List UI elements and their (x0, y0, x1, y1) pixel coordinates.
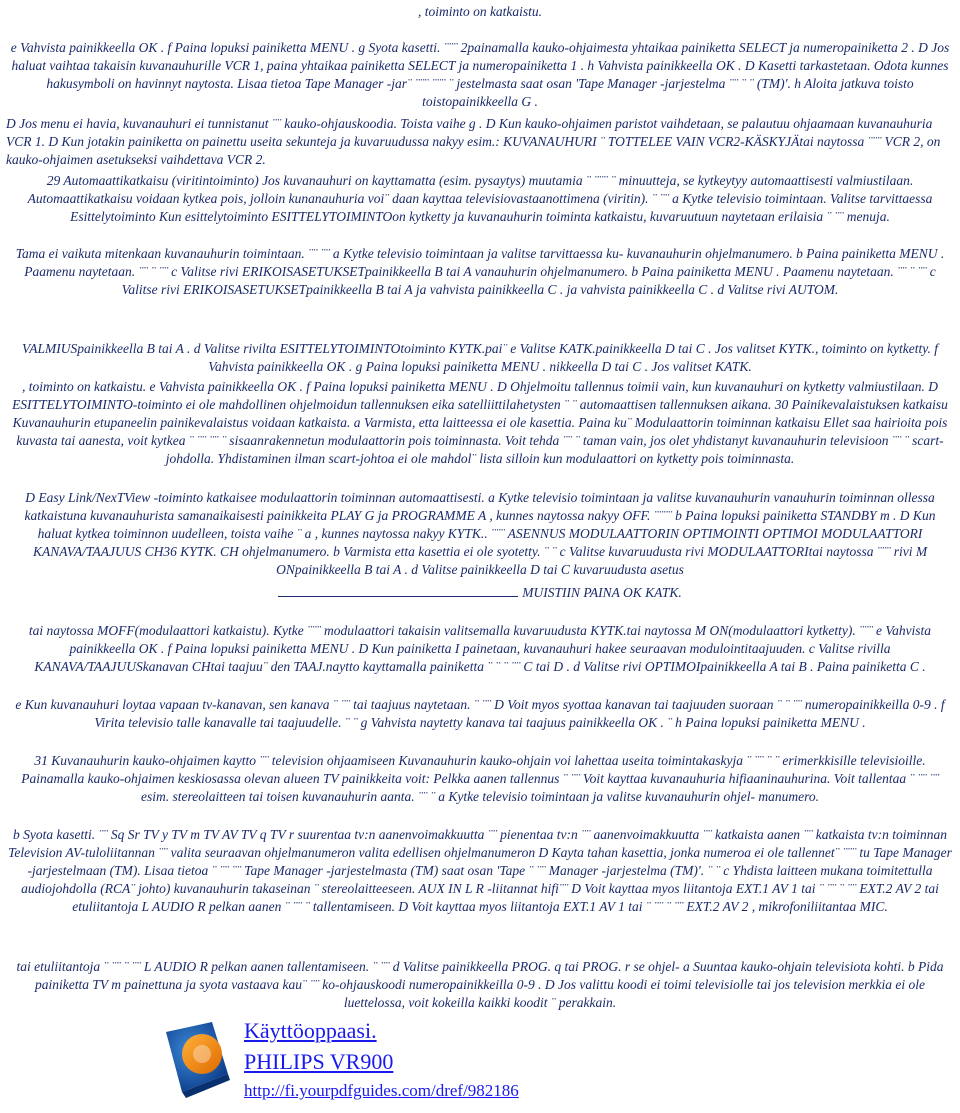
paragraph-7: , toiminto on katkaistu. e Vahvista painikkeella OK . f Paina lopuksi painiketta MENU . D Ohjelmoitu tallennus toimii vain, kun kuvanauhuri on kytketty valmiustilaan. D ESITTELYTOIMINTO-toiminto ei ole mahdollinen ohjelmoidun tallennuksen eika satelliittilahetysten ¨ ¨ automaattisen tallennuksen aikana. 30 Painikevalaistuksen katkaisu Kuvanauhurin etupaneelin painikevalaistus voidaan katkaista. a Varmista, etta laitteessa ei ole kasettia. Paina ku¨ Modulaattorin toiminnan katkaisu Ellet saa hairioita pois kuvasta tai aanesta, voit kytkea ¨ ¨¨ ¨¨ ¨ sisaanrakennetun modulaattorin pois toiminnasta. Voit tehda ¨¨ ¨ taman vain, jos olet yhdistanyt kuvanauhurin televisioon ¨¨ ¨ scart-johdolla. Yhdistaminen ilman scart-johtoa ei ole mahdol¨ lista silloin kun modulaattori on kytketty pois toiminnasta. (12, 379, 948, 466)
source-url-link[interactable]: http://fi.yourpdfguides.com/dref/982186 (244, 1081, 519, 1100)
signature-line-row (6, 584, 954, 602)
paragraph-3: D Jos menu ei havia, kuvanauhuri ei tunnistanut ¨¨ kauko-ohjauskoodia. Toista vaihe g . D Kun kauko-ohjaimen paristot vaihdetaan, se palautuu ohjaamaan kuvanauhuria VCR 1. D Kun jotakin painiketta on painettu useita sekunteja ja kuvaruudussa nakyy esim.: KUVANAUHURI ¨ TOTTELEE VAIN VCR2-KÄSKYJÄtai naytossa ¨¨¨ VCR 2, on kauko-ohjaimen asetukseksi vaihdettava VCR 2. (6, 116, 941, 167)
blank-line (278, 584, 518, 597)
paragraph-9: MUISTIIN PAINA OK KATK. (522, 585, 682, 600)
pdf-guide-logo-icon (156, 1014, 238, 1100)
paragraph-14: tai etuliitantoja ¨ ¨¨ ¨ ¨¨ L AUDIO R pelkan aanen tallentamiseen. ¨ ¨¨ d Valitse painikkeella PROG. q tai PROG. r se ohjel- a Suuntaa kauko-ohjain televisiota kohti. b Pida painiketta TV m painettuna ja syota vastaava kau¨ ¨¨ ko-ohjauskoodi numeropainikkeilla 0-9 . D Jos valittu koodi ei toimi televisiolle tai jos television merkkia ei ole luettelossa, voit kokeilla kaikki koodit ¨ perakkain. (16, 959, 944, 1010)
paragraph-2: e Vahvista painikkeella OK . f Paina lopuksi painiketta MENU . g Syota kasetti. ¨¨¨ 2painamalla kauko-ohjaimesta yhtaikaa painiketta SELECT ja numeropainiketta 2 . D Jos haluat vaihtaa takaisin kuvanauhurille VCR 1, paina yhtaikaa painiketta SELECT ja numeropainiketta 1 . h Vahvista painikkeella OK . D Kasetti tarkastetaan. Odota kunnes hakusymboli on havinnyt naytosta. Lisaa tietoa Tape Manager -jar¨ ¨¨¨ ¨¨¨ ¨ jestelmasta saat osan 'Tape Manager -jarjestelma ¨¨ ¨ ¨ (TM)'. h Aloita jatkuva toisto toistopainikkeella G . (10, 40, 950, 109)
paragraph-10: tai naytossa MOFF(modulaattori katkaistu). Kytke ¨¨¨ modulaattori takaisin valitsemalla kuvaruudusta KYTK.tai naytossa M ON(modulaattori kytketty). ¨¨¨ e Vahvista painikkeella OK . f Paina lopuksi painiketta MENU . D Kun painiketta I painetaan, kuvanauhuri hakee seuraavan modulointitaajuuden. c Valitse rivilla KANAVA/TAAJUUSkanavan CHtai taajuu¨ den TAAJ.naytto kayttamalla painiketta ¨ ¨ ¨ ¨¨ C tai D . d Valitse rivi OPTIMOIpainikkeella A tai B . Paina painiketta C . (28, 623, 932, 674)
product-link[interactable]: PHILIPS VR900 (244, 1049, 394, 1074)
paragraph-12: 31 Kuvanauhurin kauko-ohjaimen kaytto ¨¨ television ohjaamiseen Kuvanauhurin kauko-ohjain voi lahettaa useita toimintakaskyja ¨ ¨¨ ¨ ¨ erimerkkisille televisioille. Painamalla kauko-ohjaimen keskiosassa olevan alueen TV painikkeita voit: Pelkka aanen tallennus ¨ ¨¨ Voit kayttaa kuvanauhuria hifiaaninauhurina. Voit tallentaa ¨ ¨¨ ¨¨ esim. stereolaitteen tai toisen kuvanauhurin aanta. ¨¨ ¨ a Kytke televisio toimintaan ja valitse kuvanauhurin ohjel- manumero. (21, 753, 939, 804)
paragraph-1: , toiminto on katkaistu. (417, 4, 543, 19)
footer-links (244, 1016, 519, 1104)
paragraph-4: 29 Automaattikatkaisu (viritintoiminto) Jos kuvanauhuri on kayttamatta (esim. pysaytys) muutamia ¨ ¨¨¨ ¨ minuutteja, se kytkeytyy automaattisesti valmiustilaan. Automaattikatkaisu voidaan kytkea pois, jolloin kunanauhuria voi¨ daan kayttaa televisiovastaanottimena (viritin). ¨ ¨¨ a Kytke televisio toimintaan. Valitse tarvittaessa Esittelytoiminto Kun esittelytoiminto ESITTELYTOIMINTOon kytketty ja kuvanauhurin toiminta katkaistu, kuvaruutuun naytetaan erilaisia ¨ ¨¨ menuja. (27, 173, 933, 224)
paragraph-11: e Kun kuvanauhuri loytaa vapaan tv-kanavan, sen kanava ¨ ¨¨ tai taajuus naytetaan. ¨ ¨¨ D Voit myos syottaa kanavan tai taajuuden suoraan ¨ ¨ ¨¨ numeropainikkeilla 0-9 . f Virita televisio talle kanavalle tai taajuudelle. ¨ ¨ g Vahvista naytetty kanava tai taajuus painikkeella OK . ¨ h Paina lopuksi painiketta MENU . (15, 697, 945, 730)
footer (150, 1010, 610, 1110)
paragraph-8: D Easy Link/NexTView -toiminto katkaisee modulaattorin toiminnan automaattisesti. a Kytke televisio toimintaan ja valitse kuvanauhurin vanauhurin toiminnan ollessa katkaistuna kuvanauhurista samanaikaisesti painikkeita PLAY G ja PROGRAMME A , kunnes naytossa nakyy OFF. ¨¨¨¨ b Paina lopuksi painiketta STANDBY m . D Kun haluat kytkea toiminnon uudelleen, toista vaihe ¨ a , kunnes naytossa nakyy KYTK.. ¨¨¨ ASENNUS MODULAATTORIN OPTIMOINTI OPTIMOI MODULAATTORI KANAVA/TAAJUUS CH36 KYTK. CH ohjelmanumero. b Varmista etta kasettia ei ole syotetty. ¨ ¨ c Valitse kuvaruudusta rivi MODULAATTORItai naytossa ¨¨¨ rivi M ONpainikkeella B tai A . d Valitse painikkeella D tai C kuvaruudusta asetus (24, 490, 936, 577)
paragraph-5: Tama ei vaikuta mitenkaan kuvanauhurin toimintaan. ¨¨ ¨¨ a Kytke televisio toimintaan ja valitse tarvittaessa ku- kuvanauhurin ohjelmanumero. b Paina painiketta MENU . Paamenu naytetaan. ¨¨ ¨ ¨¨ c Valitse rivi ERIKOISASETUKSETpainikkeella B tai A vanauhurin ohjelmanumero. b Paina painiketta MENU . Paamenu naytetaan. ¨¨ ¨ ¨¨ c Valitse rivi ERIKOISASETUKSETpainikkeella B tai A ja vahvista painikkeella C . ja vahvista painikkeella C . d Valitse rivi AUTOM. (15, 246, 945, 297)
manual-link[interactable]: Käyttöoppaasi. (244, 1018, 377, 1043)
paragraph-13: b Syota kasetti. ¨¨ Sq Sr TV y TV m TV AV TV q TV r suurentaa tv:n aanenvoimakkuutta ¨¨ pienentaa tv:n ¨¨ aanenvoimakkuutta ¨¨ katkaista aanen ¨¨ katkaista tv:n toiminnan Television AV-tuloliitannan ¨¨ valita seuraavan ohjelmanumeron valita edellisen ohjelmanumeron D Kayta tahan kasettia, jonka numeroa ei ole tallennet¨ ¨¨¨ tu Tape Manager -jarjestelmaan (TM). Lisaa tietoa ¨ ¨¨ ¨¨ Tape Manager -jarjestelmasta (TM) saat osan 'Tape ¨ ¨¨ Manager -jarjestelma (TM)'. ¨ ¨ c Yhdista laitteen mukana toimitettulla audiojohdolla (RCA¨ johto) kuvanauhurin takaseinan ¨ stereolaitteeseen. AUX IN L R -liitannat hifi¨¨ D Voit kayttaa myos liitantoja EXT.1 AV 1 tai ¨ ¨¨ ¨ ¨¨ EXT.2 AV 2 tai etuliitantoja L AUDIO R pelkan aanen ¨ ¨¨ ¨ tallentamiseen. D Voit kayttaa myos liitantoja EXT.1 AV 1 tai ¨ ¨¨ ¨ ¨¨ EXT.2 AV 2 , mikrofoniliitantaa MIC. (8, 827, 952, 914)
paragraph-6: VALMIUSpainikkeella B tai A . d Valitse rivilta ESITTELYTOIMINTOtoiminto KYTK.pai¨ e Valitse KATK.painikkeella D tai C . Jos valitset KYTK., toiminto on kytketty. f Vahvista painikkeella OK . g Paina lopuksi painiketta MENU . nikkeella D tai C . Jos valitset KATK. (22, 341, 938, 374)
